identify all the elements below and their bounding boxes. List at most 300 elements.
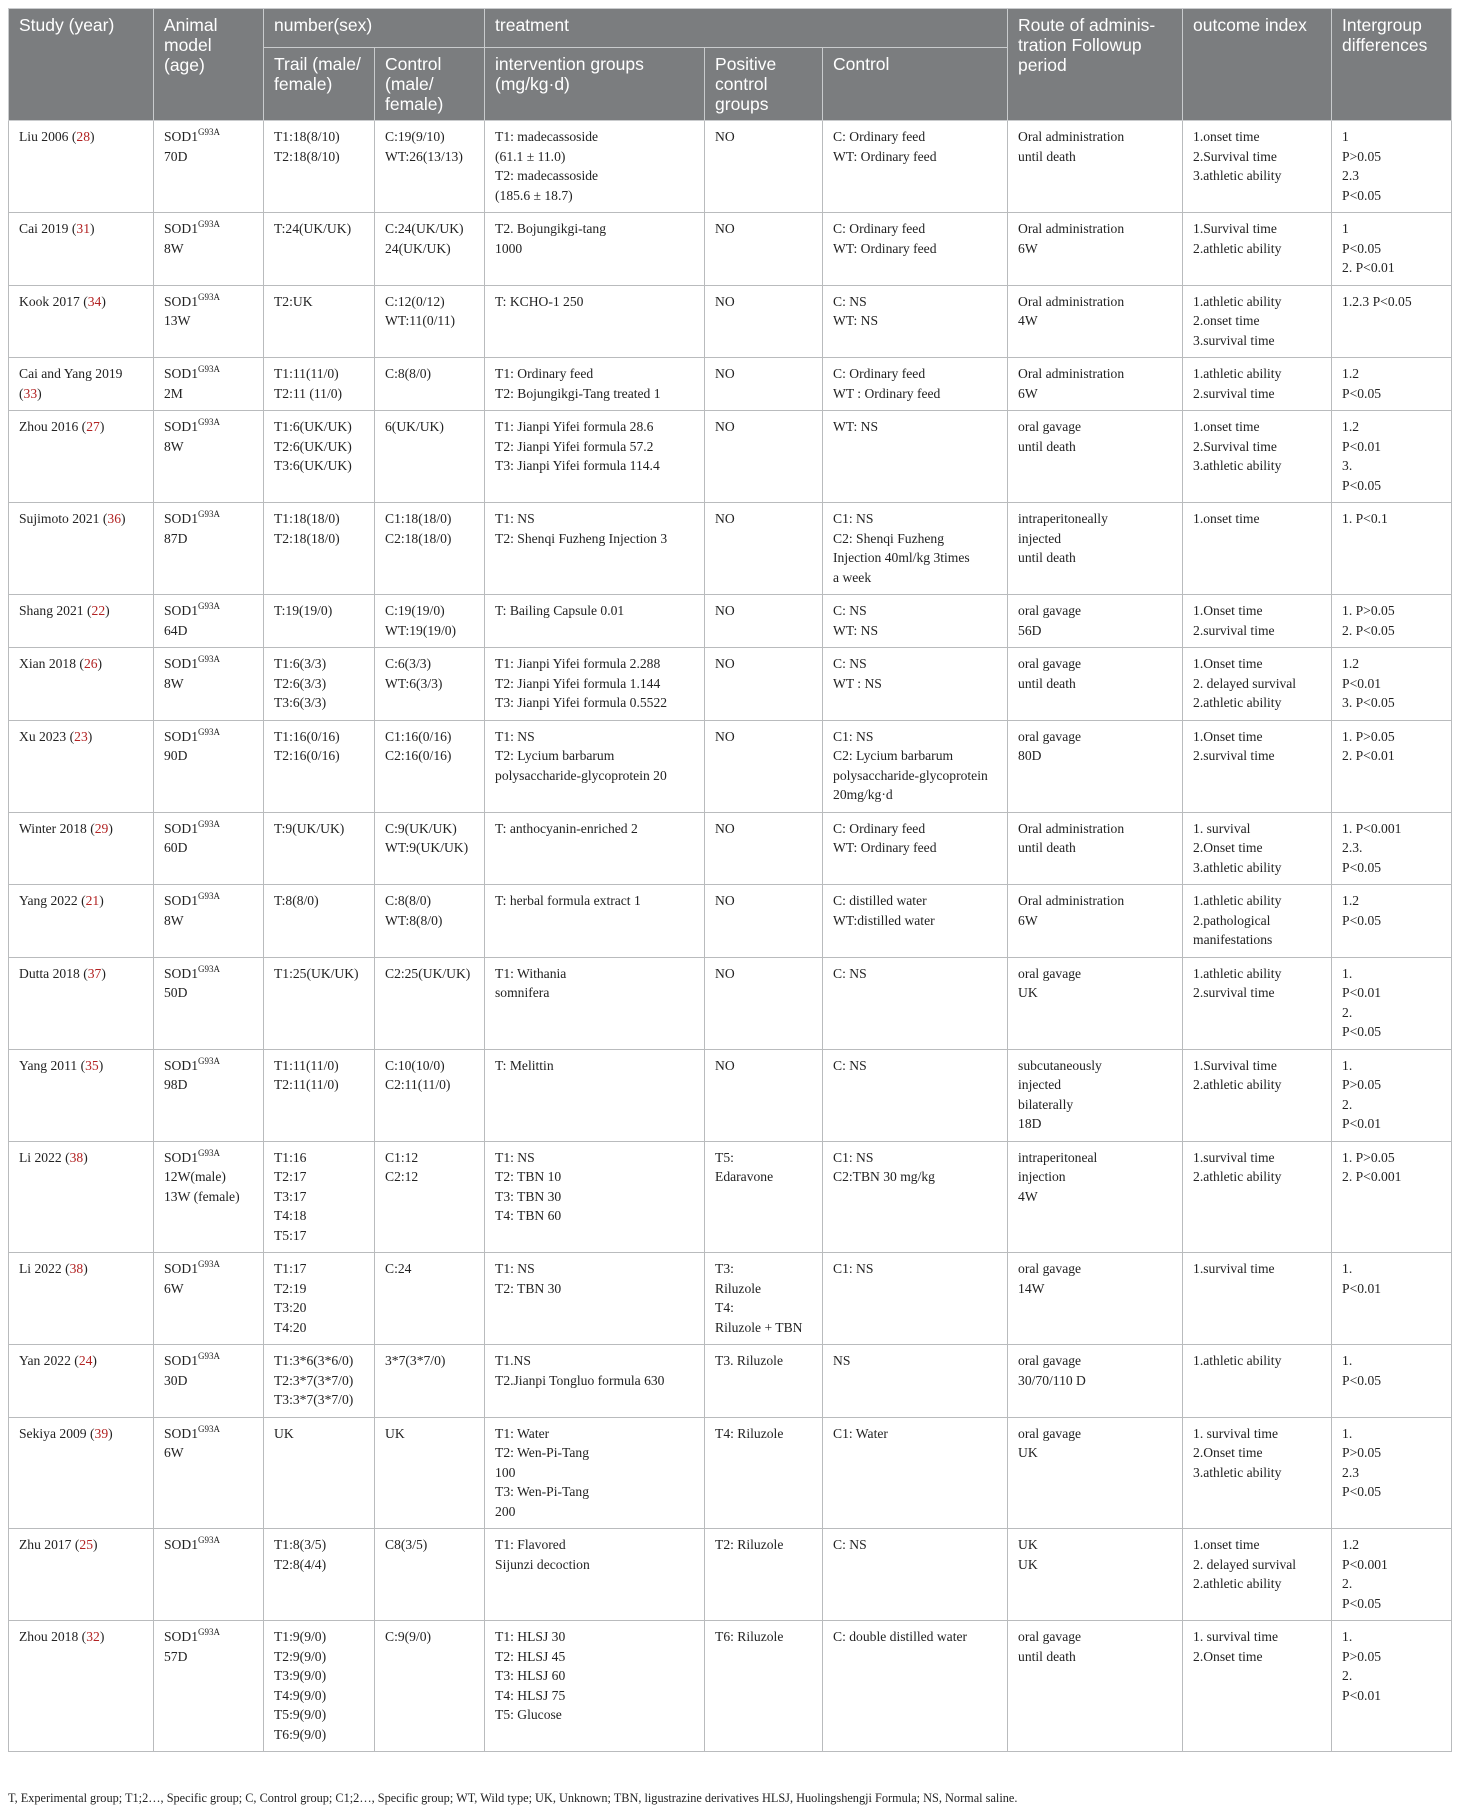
cell-outcome: 1.Onset time 2.survival time xyxy=(1183,720,1332,812)
cell-differences: 1. P<0.01 xyxy=(1332,1253,1452,1345)
study-author: Xian 2018 xyxy=(19,656,77,671)
cell-route: Oral administration until death xyxy=(1008,812,1183,885)
model-mutation: G93A xyxy=(198,891,220,901)
table-footnote: T, Experimental group; T1;2…, Specific group; C, Control group; C1;2…, Specific group; WT, Wild type; UK, Unknown; TBN, ligustrazine derivatives HLSJ, Huolingshengji Formula; NS, Normal saline. xyxy=(8,1791,1018,1805)
cell-intervention: T1: Jianpi Yifei formula 28.6 T2: Jianpi Yifei formula 57.2 T3: Jianpi Yifei formula 114.4 xyxy=(485,411,705,503)
model-name: SOD1 xyxy=(164,603,198,618)
reference-link[interactable]: 38 xyxy=(69,1261,84,1276)
cell-animal-model xyxy=(154,812,264,885)
cell-animal-model xyxy=(154,1049,264,1141)
cell-outcome: 1. survival 2.Onset time 3.athletic ability xyxy=(1183,812,1332,885)
cell-positive-control: NO xyxy=(705,1049,823,1141)
cell-control-number: C2:25(UK/UK) xyxy=(375,957,485,1049)
cell-differences: 1. P<0.05 xyxy=(1332,1345,1452,1418)
cell-positive-control: NO xyxy=(705,885,823,958)
cell-study: Zhou 2016 (27) xyxy=(9,411,154,503)
cell-trail: UK xyxy=(264,1417,375,1529)
model-mutation: G93A xyxy=(198,1535,220,1545)
cell-differences: 1. P<0.001 2.3. P<0.05 xyxy=(1332,812,1452,885)
cell-trail: T1:11(11/0) T2:11(11/0) xyxy=(264,1049,375,1141)
cell-study: Li 2022 (38) xyxy=(9,1253,154,1345)
header-animal-model: Animal model (age) xyxy=(154,9,264,121)
table-row xyxy=(9,1417,1452,1529)
cell-control-number: C:9(UK/UK) WT:9(UK/UK) xyxy=(375,812,485,885)
study-characteristics-table xyxy=(8,8,1452,1752)
reference-link[interactable]: 23 xyxy=(74,728,88,744)
cell-control-number: 3*7(3*7/0) xyxy=(375,1345,485,1418)
reference-link[interactable]: 26 xyxy=(83,656,98,671)
model-age: 57D xyxy=(164,1648,188,1664)
model-name: SOD1 xyxy=(164,1057,198,1073)
study-author: Xu 2023 xyxy=(19,728,67,744)
cell-trail: T1:11(11/0) T2:11 (11/0) xyxy=(264,358,375,411)
cell-trail: T:9(UK/UK) xyxy=(264,812,375,885)
cell-study: Dutta 2018 (37) xyxy=(9,957,154,1049)
cell-outcome: 1.onset time 2. delayed survival 2.athletic ability xyxy=(1183,1529,1332,1621)
cell-control-number: C1:12 C2:12 xyxy=(375,1141,485,1253)
cell-intervention: T: Melittin xyxy=(485,1049,705,1141)
table-container xyxy=(8,8,1451,1752)
cell-control-number: C:9(9/0) xyxy=(375,1621,485,1752)
cell-positive-control: NO xyxy=(705,121,823,213)
model-age: 87D xyxy=(164,530,188,546)
cell-study: Zhu 2017 (25) xyxy=(9,1529,154,1621)
study-author: Cai and Yang 2019 xyxy=(19,366,123,381)
cell-control-number: C8(3/5) xyxy=(375,1529,485,1621)
cell-study: Cai and Yang 2019 (33) xyxy=(9,358,154,411)
reference-link[interactable]: 27 xyxy=(86,419,100,434)
table-row xyxy=(9,885,1452,958)
model-age: 2M xyxy=(164,385,183,401)
cell-outcome: 1. survival time 2.Onset time xyxy=(1183,1621,1332,1752)
table-row xyxy=(9,213,1452,286)
cell-control-treatment: C: NS WT : NS xyxy=(823,648,1008,721)
table-header xyxy=(9,9,1452,121)
study-author: Yang 2022 xyxy=(19,893,78,908)
study-author: Kook 2017 xyxy=(19,293,80,309)
cell-control-treatment: C1: NS xyxy=(823,1253,1008,1345)
study-author: Li 2022 xyxy=(19,1261,62,1276)
model-name: SOD1 xyxy=(164,1261,198,1276)
model-name: SOD1 xyxy=(164,419,198,434)
table-row xyxy=(9,1141,1452,1253)
cell-animal-model xyxy=(154,411,264,503)
model-mutation: G93A xyxy=(198,818,220,829)
table-row xyxy=(9,1253,1452,1345)
cell-animal-model xyxy=(154,285,264,358)
table-body xyxy=(9,121,1452,1752)
model-age: 8W xyxy=(164,438,184,454)
model-age: 8W xyxy=(164,240,184,256)
cell-outcome: 1.athletic ability xyxy=(1183,1345,1332,1418)
cell-animal-model xyxy=(154,121,264,213)
reference-link[interactable]: 25 xyxy=(79,1537,94,1552)
reference-link[interactable]: 36 xyxy=(107,511,121,526)
model-name: SOD1 xyxy=(164,1537,198,1552)
model-age: 30D xyxy=(164,1372,188,1388)
cell-positive-control: NO xyxy=(705,648,823,721)
cell-positive-control: T3: Riluzole T4: Riluzole + TBN xyxy=(705,1253,823,1345)
model-age: 98D xyxy=(164,1077,188,1092)
study-author: Zhou 2016 xyxy=(19,419,79,434)
cell-trail: T:24(UK/UK) xyxy=(264,213,375,286)
cell-intervention: T1: NS T2: TBN 30 xyxy=(485,1253,705,1345)
cell-control-treatment: C: NS xyxy=(823,1049,1008,1141)
cell-differences: 1. P>0.05 2. P<0.01 xyxy=(1332,1621,1452,1752)
cell-route: oral gavage 80D xyxy=(1008,720,1183,812)
cell-control-number: C:10(10/0) C2:11(11/0) xyxy=(375,1049,485,1141)
model-age: 8W xyxy=(164,912,184,928)
table-row xyxy=(9,1345,1452,1418)
table-row xyxy=(9,411,1452,503)
reference-link[interactable]: 33 xyxy=(23,385,38,401)
cell-study: Kook 2017 (34) xyxy=(9,285,154,358)
cell-differences: 1. P>0.05 2. P<0.01 xyxy=(1332,1049,1452,1141)
model-mutation: G93A xyxy=(198,601,220,611)
cell-control-treatment: C: double distilled water xyxy=(823,1621,1008,1752)
model-mutation: G93A xyxy=(198,417,220,427)
study-author: Zhu 2017 xyxy=(19,1537,72,1552)
study-author: Li 2022 xyxy=(19,1149,62,1165)
cell-differences: 1. P>0.05 2. P<0.05 xyxy=(1332,595,1452,648)
cell-positive-control: T3. Riluzole xyxy=(705,1345,823,1418)
table-row xyxy=(9,1049,1452,1141)
cell-positive-control: T2: Riluzole xyxy=(705,1529,823,1621)
cell-positive-control: NO xyxy=(705,358,823,411)
cell-animal-model xyxy=(154,213,264,286)
cell-animal-model xyxy=(154,503,264,595)
cell-route: intraperitoneally injected until death xyxy=(1008,503,1183,595)
model-mutation: G93A xyxy=(198,1627,220,1637)
study-author: Sujimoto 2021 xyxy=(19,511,100,526)
cell-differences: 1. P>0.05 2. P<0.01 xyxy=(1332,720,1452,812)
model-mutation: G93A xyxy=(198,127,220,137)
cell-intervention: T1: Withania somnifera xyxy=(485,957,705,1049)
cell-trail: T1:6(UK/UK) T2:6(UK/UK) T3:6(UK/UK) xyxy=(264,411,375,503)
model-name: SOD1 xyxy=(164,656,198,671)
cell-control-number: C:19(9/10) WT:26(13/13) xyxy=(375,121,485,213)
model-age: 13W xyxy=(164,313,191,328)
model-age: 6W xyxy=(164,1445,184,1460)
model-name: SOD1 xyxy=(164,965,198,981)
cell-study: Sujimoto 2021 (36) xyxy=(9,503,154,595)
cell-outcome: 1.onset time 2.Survival time 3.athletic ability xyxy=(1183,121,1332,213)
cell-differences: 1.2 P<0.05 xyxy=(1332,358,1452,411)
model-mutation: G93A xyxy=(198,1423,220,1434)
table-row xyxy=(9,1621,1452,1752)
cell-route: oral gavage until death xyxy=(1008,1621,1183,1752)
cell-study: Liu 2006 (28) xyxy=(9,121,154,213)
model-name: SOD1 xyxy=(164,728,198,744)
cell-control-treatment: C: Ordinary feed WT: Ordinary feed xyxy=(823,812,1008,885)
cell-animal-model xyxy=(154,885,264,958)
header-outcome: outcome index xyxy=(1183,9,1332,121)
cell-route: subcutaneously injected bilaterally 18D xyxy=(1008,1049,1183,1141)
header-positive-control: Positive control groups xyxy=(705,48,823,121)
study-author: Zhou 2018 xyxy=(19,1629,79,1644)
cell-positive-control: T4: Riluzole xyxy=(705,1417,823,1529)
cell-study: Xu 2023 (23) xyxy=(9,720,154,812)
cell-trail: T1:9(9/0) T2:9(9/0) T3:9(9/0) T4:9(9/0) T5:9(9/0) T6:9(9/0) xyxy=(264,1621,375,1752)
cell-differences: 1. P<0.01 2. P<0.05 xyxy=(1332,957,1452,1049)
cell-route: Oral administration 4W xyxy=(1008,285,1183,358)
cell-differences: 1. P>0.05 2. P<0.001 xyxy=(1332,1141,1452,1253)
cell-trail: T1:3*6(3*6/0) T2:3*7(3*7/0) T3:3*7(3*7/0) xyxy=(264,1345,375,1418)
cell-animal-model xyxy=(154,1141,264,1253)
table-row xyxy=(9,648,1452,721)
cell-control-treatment: NS xyxy=(823,1345,1008,1418)
cell-intervention: T1: NS T2: Shenqi Fuzheng Injection 3 xyxy=(485,503,705,595)
cell-control-number: C:19(19/0) WT:19(19/0) xyxy=(375,595,485,648)
cell-differences: 1.2 P<0.01 3. P<0.05 xyxy=(1332,411,1452,503)
cell-study: Winter 2018 (29) xyxy=(9,812,154,885)
cell-positive-control: NO xyxy=(705,720,823,812)
model-mutation: G93A xyxy=(198,1259,220,1269)
model-mutation: G93A xyxy=(198,726,220,737)
cell-trail: T2:UK xyxy=(264,285,375,358)
cell-route: Oral administration 6W xyxy=(1008,213,1183,286)
cell-control-treatment: C: Ordinary feed WT : Ordinary feed xyxy=(823,358,1008,411)
reference-link[interactable]: 28 xyxy=(76,129,90,144)
model-name: SOD1 xyxy=(164,1629,198,1644)
table-row xyxy=(9,358,1452,411)
model-name: SOD1 xyxy=(164,221,198,236)
reference-link[interactable]: 39 xyxy=(94,1425,109,1441)
cell-positive-control: T6: Riluzole xyxy=(705,1621,823,1752)
cell-positive-control: T5: Edaravone xyxy=(705,1141,823,1253)
cell-differences: 1 P<0.05 2. P<0.01 xyxy=(1332,213,1452,286)
cell-intervention: T: Bailing Capsule 0.01 xyxy=(485,595,705,648)
cell-trail: T1:16 T2:17 T3:17 T4:18 T5:17 xyxy=(264,1141,375,1253)
model-age: 60D xyxy=(164,840,188,855)
cell-positive-control: NO xyxy=(705,213,823,286)
cell-differences: 1.2.3 P<0.05 xyxy=(1332,285,1452,358)
cell-animal-model xyxy=(154,1253,264,1345)
cell-outcome: 1.onset time xyxy=(1183,503,1332,595)
model-mutation: G93A xyxy=(198,1147,220,1158)
model-age: 50D xyxy=(164,985,188,1000)
cell-outcome: 1.athletic ability 2.onset time 3.survival time xyxy=(1183,285,1332,358)
cell-trail: T1:8(3/5) T2:8(4/4) xyxy=(264,1529,375,1621)
model-age: 70D xyxy=(164,148,188,164)
cell-outcome: 1.Survival time 2.athletic ability xyxy=(1183,1049,1332,1141)
cell-animal-model xyxy=(154,595,264,648)
cell-route: oral gavage 14W xyxy=(1008,1253,1183,1345)
cell-differences: 1. P<0.1 xyxy=(1332,503,1452,595)
cell-animal-model xyxy=(154,1621,264,1752)
cell-outcome: 1. survival time 2.Onset time 3.athletic ability xyxy=(1183,1417,1332,1529)
cell-intervention: T1: NS T2: Lycium barbarum polysaccharide-glycoprotein 20 xyxy=(485,720,705,812)
cell-outcome: 1.survival time xyxy=(1183,1253,1332,1345)
cell-animal-model xyxy=(154,1529,264,1621)
reference-link[interactable]: 29 xyxy=(94,820,109,836)
cell-study: Shang 2021 (22) xyxy=(9,595,154,648)
reference-link[interactable]: 34 xyxy=(87,293,102,309)
cell-outcome: 1.athletic ability 2.pathological manifestations xyxy=(1183,885,1332,958)
cell-control-number: C:12(0/12) WT:11(0/11) xyxy=(375,285,485,358)
table-row xyxy=(9,285,1452,358)
cell-control-treatment: C: NS WT: NS xyxy=(823,285,1008,358)
reference-link[interactable]: 38 xyxy=(69,1149,84,1165)
cell-positive-control: NO xyxy=(705,411,823,503)
cell-outcome: 1.survival time 2.athletic ability xyxy=(1183,1141,1332,1253)
model-name: SOD1 xyxy=(164,511,198,526)
cell-study: Xian 2018 (26) xyxy=(9,648,154,721)
cell-control-number: C:24 xyxy=(375,1253,485,1345)
cell-route: oral gavage UK xyxy=(1008,1417,1183,1529)
cell-animal-model xyxy=(154,648,264,721)
header-number-sex: number(sex) xyxy=(264,9,485,48)
cell-study: Yang 2022 (21) xyxy=(9,885,154,958)
cell-positive-control: NO xyxy=(705,503,823,595)
cell-study: Li 2022 (38) xyxy=(9,1141,154,1253)
cell-route: Oral administration until death xyxy=(1008,121,1183,213)
model-age: 6W xyxy=(164,1280,184,1296)
reference-link[interactable]: 37 xyxy=(87,965,102,981)
cell-intervention: T2. Bojungikgi-tang 1000 xyxy=(485,213,705,286)
model-age: 90D xyxy=(164,748,188,763)
cell-animal-model xyxy=(154,1345,264,1418)
cell-control-number: UK xyxy=(375,1417,485,1529)
cell-animal-model xyxy=(154,720,264,812)
cell-route: oral gavage UK xyxy=(1008,957,1183,1049)
cell-route: intraperitoneal injection 4W xyxy=(1008,1141,1183,1253)
cell-control-number: C:8(8/0) WT:8(8/0) xyxy=(375,885,485,958)
cell-control-number: C1:18(18/0) C2:18(18/0) xyxy=(375,503,485,595)
model-mutation: G93A xyxy=(198,291,220,302)
header-intervention: intervention groups (mg/kg·d) xyxy=(485,48,705,121)
cell-differences: 1. P>0.05 2.3 P<0.05 xyxy=(1332,1417,1452,1529)
cell-trail: T1:25(UK/UK) xyxy=(264,957,375,1049)
cell-route: Oral administration 6W xyxy=(1008,885,1183,958)
header-control-number: Control (male/ female) xyxy=(375,48,485,121)
cell-route: oral gavage 56D xyxy=(1008,595,1183,648)
cell-outcome: 1.Onset time 2.survival time xyxy=(1183,595,1332,648)
cell-animal-model xyxy=(154,1417,264,1529)
cell-route: oral gavage until death xyxy=(1008,648,1183,721)
cell-trail: T:8(8/0) xyxy=(264,885,375,958)
cell-control-treatment: C1: Water xyxy=(823,1417,1008,1529)
model-mutation: G93A xyxy=(198,1351,220,1361)
model-age: 64D xyxy=(164,622,188,638)
cell-outcome: 1.athletic ability 2.survival time xyxy=(1183,358,1332,411)
model-name: SOD1 xyxy=(164,1149,198,1165)
study-author: Liu 2006 xyxy=(19,129,69,144)
cell-intervention: T1: Water T2: Wen-Pi-Tang 100 T3: Wen-Pi-Tang 200 xyxy=(485,1417,705,1529)
model-mutation: G93A xyxy=(198,364,220,374)
cell-outcome: 1.athletic ability 2.survival time xyxy=(1183,957,1332,1049)
cell-positive-control: NO xyxy=(705,595,823,648)
cell-intervention: T1: Ordinary feed T2: Bojungikgi-Tang treated 1 xyxy=(485,358,705,411)
study-author: Cai 2019 xyxy=(19,221,69,236)
cell-study: Cai 2019 (31) xyxy=(9,213,154,286)
study-author: Yang 2011 xyxy=(19,1057,78,1073)
model-name: SOD1 xyxy=(164,820,198,836)
cell-control-treatment: C: Ordinary feed WT: Ordinary feed xyxy=(823,121,1008,213)
table-row xyxy=(9,595,1452,648)
cell-differences: 1.2 P<0.05 xyxy=(1332,885,1452,958)
cell-trail: T1:17 T2:19 T3:20 T4:20 xyxy=(264,1253,375,1345)
cell-control-treatment: C: NS WT: NS xyxy=(823,595,1008,648)
cell-outcome: 1.Survival time 2.athletic ability xyxy=(1183,213,1332,286)
model-mutation: G93A xyxy=(198,219,220,229)
model-name: SOD1 xyxy=(164,293,198,309)
cell-study: Sekiya 2009 (39) xyxy=(9,1417,154,1529)
study-author: Yan 2022 xyxy=(19,1353,71,1368)
cell-control-treatment: WT: NS xyxy=(823,411,1008,503)
table-row xyxy=(9,1529,1452,1621)
cell-intervention: T1: Flavored Sijunzi decoction xyxy=(485,1529,705,1621)
cell-positive-control: NO xyxy=(705,285,823,358)
cell-control-number: C:8(8/0) xyxy=(375,358,485,411)
cell-study: Yan 2022 (24) xyxy=(9,1345,154,1418)
header-trail: Trail (male/ female) xyxy=(264,48,375,121)
model-mutation: G93A xyxy=(198,654,220,664)
header-study: Study (year) xyxy=(9,9,154,121)
model-name: SOD1 xyxy=(164,1353,198,1368)
cell-control-treatment: C: NS xyxy=(823,1529,1008,1621)
cell-trail: T1:18(8/10) T2:18(8/10) xyxy=(264,121,375,213)
cell-control-treatment: C1: NS C2: Lycium barbarum polysaccharide-glycoprotein 20mg/kg·d xyxy=(823,720,1008,812)
reference-link[interactable]: 35 xyxy=(85,1057,99,1073)
table-row xyxy=(9,957,1452,1049)
cell-outcome: 1.onset time 2.Survival time 3.athletic ability xyxy=(1183,411,1332,503)
study-author: Winter 2018 xyxy=(19,820,87,836)
cell-animal-model xyxy=(154,358,264,411)
cell-study: Yang 2011 (35) xyxy=(9,1049,154,1141)
study-author: Shang 2021 xyxy=(19,603,84,618)
cell-intervention: T1: NS T2: TBN 10 T3: TBN 30 T4: TBN 60 xyxy=(485,1141,705,1253)
cell-route: UK UK xyxy=(1008,1529,1183,1621)
study-author: Sekiya 2009 xyxy=(19,1425,87,1441)
model-mutation: G93A xyxy=(198,963,220,974)
cell-intervention: T1: HLSJ 30 T2: HLSJ 45 T3: HLSJ 60 T4: HLSJ 75 T5: Glucose xyxy=(485,1621,705,1752)
cell-control-number: C:24(UK/UK) 24(UK/UK) xyxy=(375,213,485,286)
cell-study: Zhou 2018 (32) xyxy=(9,1621,154,1752)
cell-positive-control: NO xyxy=(705,957,823,1049)
header-treatment: treatment xyxy=(485,9,1008,48)
reference-link[interactable]: 32 xyxy=(86,1629,100,1644)
model-name: SOD1 xyxy=(164,129,198,144)
cell-positive-control: NO xyxy=(705,812,823,885)
cell-control-treatment: C: NS xyxy=(823,957,1008,1049)
cell-control-number: 6(UK/UK) xyxy=(375,411,485,503)
cell-control-number: C1:16(0/16) C2:16(0/16) xyxy=(375,720,485,812)
model-name: SOD1 xyxy=(164,1425,198,1441)
header-route: Route of adminis-tration Followup period xyxy=(1008,9,1183,121)
cell-intervention: T1: Jianpi Yifei formula 2.288 T2: Jianpi Yifei formula 1.144 T3: Jianpi Yifei formula 0.5522 xyxy=(485,648,705,721)
cell-intervention: T1.NS T2.Jianpi Tongluo formula 630 xyxy=(485,1345,705,1418)
reference-link[interactable]: 31 xyxy=(76,221,90,236)
cell-route: oral gavage until death xyxy=(1008,411,1183,503)
header-differences: Intergroup differences xyxy=(1332,9,1452,121)
table-row xyxy=(9,121,1452,213)
cell-trail: T1:18(18/0) T2:18(18/0) xyxy=(264,503,375,595)
cell-trail: T:19(19/0) xyxy=(264,595,375,648)
reference-link[interactable]: 24 xyxy=(78,1353,93,1368)
cell-intervention: T: KCHO-1 250 xyxy=(485,285,705,358)
reference-link[interactable]: 22 xyxy=(91,603,106,618)
model-mutation: G93A xyxy=(198,509,220,519)
model-name: SOD1 xyxy=(164,893,198,908)
cell-outcome: 1.Onset time 2. delayed survival 2.athletic ability xyxy=(1183,648,1332,721)
cell-intervention: T1: madecassoside (61.1 ± 11.0) T2: madecassoside (185.6 ± 18.7) xyxy=(485,121,705,213)
cell-differences: 1 P>0.05 2.3 P<0.05 xyxy=(1332,121,1452,213)
reference-link[interactable]: 21 xyxy=(85,893,100,908)
header-control-treatment: Control xyxy=(823,48,1008,121)
table-row xyxy=(9,812,1452,885)
cell-trail: T1:16(0/16) T2:16(0/16) xyxy=(264,720,375,812)
